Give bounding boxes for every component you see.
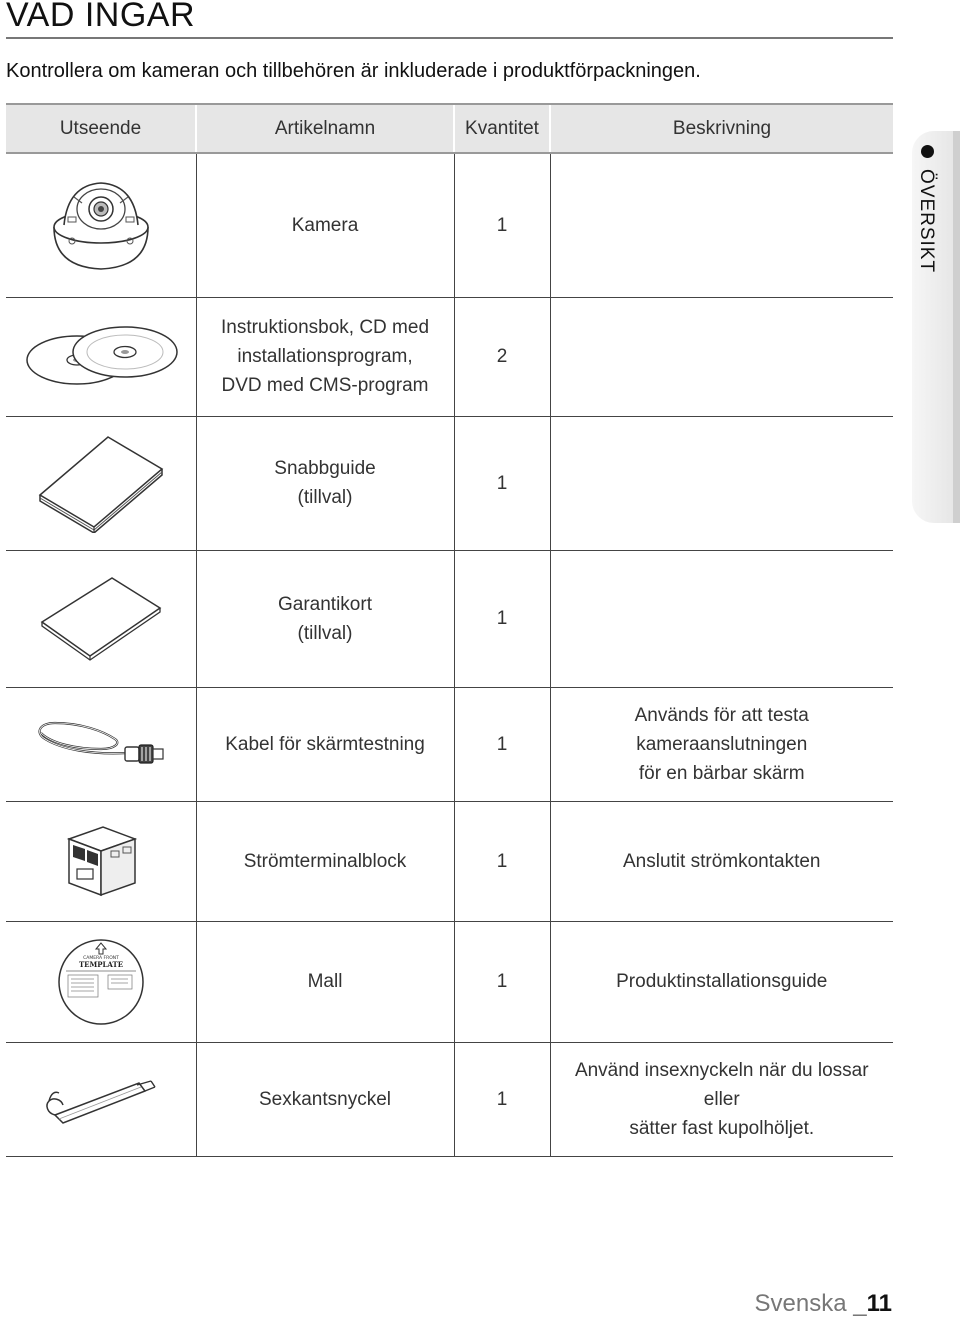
- item-name: Kamera: [196, 153, 454, 297]
- hex-key-icon: [41, 1069, 161, 1129]
- table-row: [6, 687, 893, 801]
- item-description: [550, 153, 893, 297]
- item-name: Snabbguide (tillval): [196, 416, 454, 550]
- page-number: 11: [866, 1290, 892, 1317]
- item-name: Mall: [196, 921, 454, 1042]
- section-side-tab: [912, 131, 960, 523]
- item-description: Används för att testa kameraanslutningen för en bärbar skärm: [550, 687, 893, 801]
- item-quantity: 1: [454, 801, 550, 921]
- item-quantity: 1: [454, 550, 550, 687]
- item-description: [550, 416, 893, 550]
- item-name: Instruktionsbok, CD med installationsprogram, DVD med CMS-program: [196, 297, 454, 416]
- intro-text: Kontrollera om kameran och tillbehören är inkluderade i produktförpackningen.: [6, 60, 701, 82]
- item-quantity: 1: [454, 1042, 550, 1156]
- item-name: Kabel för skärmtestning: [196, 687, 454, 801]
- dome-camera-icon: [46, 175, 156, 275]
- item-description: Använd insexnyckeln när du lossar eller sätter fast kupolhöljet.: [550, 1042, 893, 1156]
- header-appearance: Utseende: [6, 104, 196, 153]
- header-description: Beskrivning: [550, 104, 893, 153]
- item-description: [550, 550, 893, 687]
- card-icon: [36, 574, 166, 664]
- table-row: [6, 550, 893, 687]
- item-quantity: 1: [454, 921, 550, 1042]
- discs-icon: [21, 322, 181, 392]
- footer-language: Svenska _: [754, 1290, 867, 1317]
- table-row: [6, 416, 893, 550]
- item-quantity: 1: [454, 687, 550, 801]
- table-row: [6, 921, 893, 1042]
- title-divider: [6, 37, 893, 39]
- item-name: Strömterminalblock: [196, 801, 454, 921]
- side-tab-bar: [953, 131, 960, 523]
- header-quantity: Kvantitet: [454, 104, 550, 153]
- item-quantity: 1: [454, 153, 550, 297]
- item-quantity: 1: [454, 416, 550, 550]
- terminal-block-icon: [61, 821, 141, 901]
- item-description: Produktinstallationsguide: [550, 921, 893, 1042]
- item-name: Sexkantsnyckel: [196, 1042, 454, 1156]
- template-top-text: CAMERA FRONT: [82, 955, 119, 961]
- item-description: Anslutit strömkontakten: [550, 801, 893, 921]
- template-label: TEMPLATE: [78, 959, 123, 969]
- table-row: [6, 1042, 893, 1156]
- page-footer: [755, 1290, 892, 1318]
- table-header-row: [6, 104, 893, 153]
- item-quantity: 2: [454, 297, 550, 416]
- item-description: [550, 297, 893, 416]
- item-name: Garantikort (tillval): [196, 550, 454, 687]
- cable-icon: [31, 709, 171, 779]
- table-row: [6, 297, 893, 416]
- table-row: [6, 153, 893, 297]
- booklet-icon: [36, 433, 166, 533]
- page-title: VAD INGAR: [6, 0, 196, 34]
- package-contents-table: [6, 103, 893, 1157]
- bullet-icon: [921, 145, 934, 158]
- table-row: [6, 801, 893, 921]
- template-icon: [56, 937, 146, 1027]
- side-tab-label: ÖVERSIKT: [916, 169, 937, 274]
- header-item-name: Artikelnamn: [196, 104, 454, 153]
